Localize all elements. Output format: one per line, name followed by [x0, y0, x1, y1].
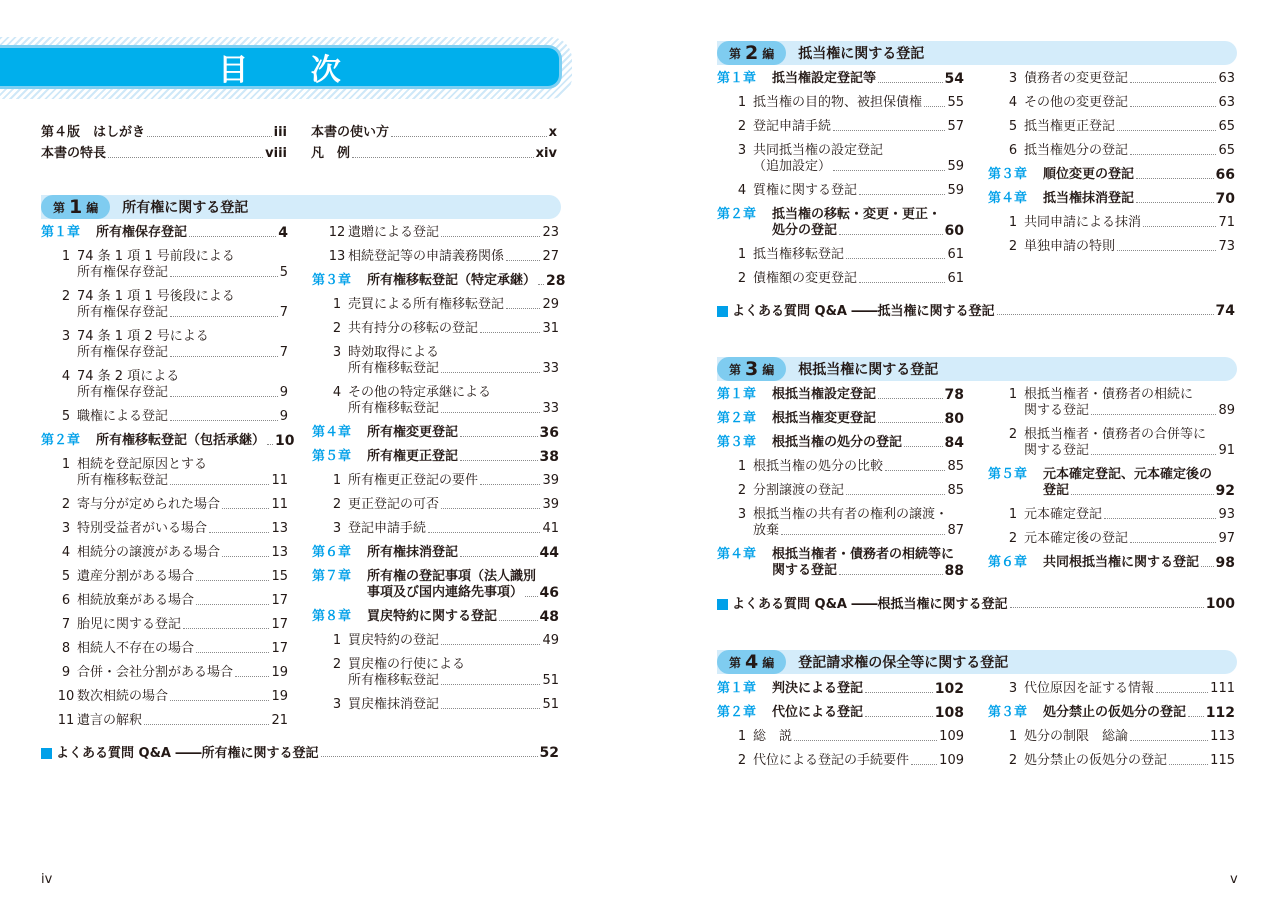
page-ref: 65: [1218, 119, 1235, 134]
toc-chapter-entry[interactable]: 第２章 根抵当権変更登記 80: [717, 411, 964, 427]
toc-item-entry[interactable]: 5 抵当権更正登記 65: [988, 119, 1235, 135]
chapter-number: 第６章: [312, 545, 352, 560]
item-number: 5: [1008, 119, 1018, 134]
page-ref: 11: [271, 497, 288, 512]
item-number: 3: [61, 521, 71, 536]
toc-item-entry[interactable]: 3 共同抵当権の設定登記 （追加設定） 59: [717, 143, 964, 175]
page-ref: 71: [1218, 215, 1235, 230]
page-ref: 27: [542, 249, 559, 264]
toc-item-entry[interactable]: 2 共有持分の移転の登記 31: [312, 321, 559, 337]
item-number: 3: [1008, 681, 1018, 696]
toc-item-entry[interactable]: 8 相続人不存在の場合 17: [41, 641, 288, 657]
toc-item-entry[interactable]: 12 遺贈による登記 23: [312, 225, 559, 241]
toc-item-entry[interactable]: 1 売買による所有権移転登記 29: [312, 297, 559, 313]
chapter-number: 第５章: [988, 467, 1028, 482]
item-number: 4: [332, 385, 342, 400]
toc-chapter-entry[interactable]: 第７章 所有権の登記事項（法人識別 事項及び国内連絡先事項） 46: [312, 569, 559, 601]
square-bullet-icon: [41, 748, 52, 759]
toc-item-entry[interactable]: 2 更正登記の可否 39: [312, 497, 559, 513]
chapter-number: 第１章: [717, 387, 757, 402]
toc-item-entry[interactable]: 3 登記申請手続 41: [312, 521, 559, 537]
page-ref: 11: [271, 473, 288, 488]
page-ref: 33: [542, 361, 559, 376]
item-number: 6: [61, 593, 71, 608]
item-number: 2: [737, 753, 747, 768]
chapter-number: 第２章: [717, 705, 757, 720]
part-4-column-2: [988, 681, 1235, 769]
item-number: 3: [61, 329, 71, 344]
square-bullet-icon: [717, 599, 728, 610]
chapter-number: 第１章: [41, 225, 81, 240]
item-number: 3: [332, 345, 342, 360]
toc-item-entry[interactable]: 2 74 条 1 項 1 号後段による 所有権保存登記 7: [41, 289, 288, 321]
page-ref: 51: [542, 697, 559, 712]
right-page: [637, 0, 1274, 905]
item-number: 1: [737, 729, 747, 744]
page-ref: 65: [1218, 143, 1235, 158]
toc-item-entry[interactable]: 2 買戻権の行使による 所有権移転登記 51: [312, 657, 559, 689]
item-number: 2: [737, 483, 747, 498]
chapter-number: 第４章: [988, 191, 1028, 206]
item-number: 2: [61, 497, 71, 512]
part-badge: 第 3 編: [717, 357, 786, 381]
chapter-number: 第４章: [312, 425, 352, 440]
item-number: 13: [328, 249, 346, 264]
toc-item-entry[interactable]: 2 単独申請の特則 73: [988, 239, 1235, 255]
toc-chapter-entry[interactable]: 第５章 元本確定登記、元本確定後の 登記 92: [988, 467, 1235, 499]
toc-item-entry[interactable]: 9 合併・会社分割がある場合 19: [41, 665, 288, 681]
item-number: 3: [1008, 71, 1018, 86]
page-ref: 19: [271, 689, 288, 704]
item-number: 3: [737, 507, 747, 522]
item-number: 5: [61, 569, 71, 584]
toc-chapter-entry[interactable]: 第３章 根抵当権の処分の登記 84: [717, 435, 964, 451]
page-ref: 91: [1218, 443, 1235, 458]
item-number: 1: [1008, 729, 1018, 744]
toc-item-entry[interactable]: 6 抵当権処分の登記 65: [988, 143, 1235, 159]
toc-item-entry[interactable]: 4 74 条 2 項による 所有権保存登記 9: [41, 369, 288, 401]
page-ref: 44: [539, 545, 559, 561]
toc-item-entry[interactable]: 1 元本確定登記 93: [988, 507, 1235, 523]
item-number: 1: [332, 473, 342, 488]
item-number: 1: [1008, 215, 1018, 230]
page-ref: 31: [542, 321, 559, 336]
toc-item-entry[interactable]: 10 数次相続の場合 19: [41, 689, 288, 705]
toc-item-entry[interactable]: 4 その他の変更登記 63: [988, 95, 1235, 111]
page-number-left: iv: [41, 872, 53, 887]
page-ref: 70: [1215, 191, 1235, 207]
item-number: 2: [1008, 753, 1018, 768]
page-ref: 88: [944, 563, 964, 579]
page-ref: 28: [546, 273, 566, 289]
page-ref: 112: [1205, 705, 1235, 721]
page-ref: 113: [1210, 729, 1235, 744]
toc-item-entry[interactable]: 4 その他の特定承継による 所有権移転登記 33: [312, 385, 559, 417]
chapter-number: 第１章: [717, 681, 757, 696]
page-ref: 61: [947, 247, 964, 262]
toc-item-entry[interactable]: 2 元本確定後の登記 97: [988, 531, 1235, 547]
part-header-1: 第 1 編 所有権に関する登記: [41, 195, 561, 219]
qa-entry-3[interactable]: よくある質問 Q&A ――根抵当権に関する登記 100: [717, 593, 1235, 612]
page-ref: 59: [947, 183, 964, 198]
toc-chapter-entry[interactable]: 第１章 根抵当権設定登記 78: [717, 387, 964, 403]
page-ref: 10: [275, 433, 295, 449]
item-number: 10: [57, 689, 75, 704]
toc-entry[interactable]: 第４版 はしがき iii: [41, 125, 287, 140]
page-ref: 13: [271, 545, 288, 560]
toc-chapter-entry[interactable]: 第３章 順位変更の登記 66: [988, 167, 1235, 183]
page-ref: 4: [278, 225, 288, 241]
toc-chapter-entry[interactable]: 第２章 抵当権の移転・変更・更正・ 処分の登記 60: [717, 207, 964, 239]
toc-item-entry[interactable]: 3 買戻権抹消登記 51: [312, 697, 559, 713]
item-number: 1: [737, 247, 747, 262]
page-ref: 89: [1218, 403, 1235, 418]
toc-item-entry[interactable]: 1 買戻特約の登記 49: [312, 633, 559, 649]
item-number: 5: [61, 409, 71, 424]
toc-chapter-entry[interactable]: 第１章 所有権保存登記 4: [41, 225, 288, 241]
chapter-number: 第４章: [717, 547, 757, 562]
item-number: 3: [332, 697, 342, 712]
toc-item-entry[interactable]: 2 債権額の変更登記 61: [717, 271, 964, 287]
toc-chapter-entry[interactable]: 第２章 代位による登記 108: [717, 705, 964, 721]
page-ref: 48: [539, 609, 559, 625]
page-ref: 109: [939, 729, 964, 744]
page-ref: 63: [1218, 71, 1235, 86]
toc-chapter-entry[interactable]: 第１章 判決による登記 102: [717, 681, 964, 697]
page-ref: 98: [1215, 555, 1235, 571]
page-number-right: v: [1230, 872, 1238, 887]
toc-chapter-entry[interactable]: 第８章 買戻特約に関する登記 48: [312, 609, 559, 625]
toc-item-entry[interactable]: 1 処分の制限 総論 113: [988, 729, 1235, 745]
toc-item-entry[interactable]: 7 胎児に関する登記 17: [41, 617, 288, 633]
page-ref: 54: [944, 71, 964, 87]
page-ref: 39: [542, 473, 559, 488]
page-ref: 51: [542, 673, 559, 688]
part-badge: 第 1 編: [41, 195, 110, 219]
item-number: 2: [737, 271, 747, 286]
page-ref: 57: [947, 119, 964, 134]
toc-item-entry[interactable]: 5 遺産分割がある場合 15: [41, 569, 288, 585]
toc-item-entry[interactable]: 1 74 条 1 項 1 号前段による 所有権保存登記 5: [41, 249, 288, 281]
part-badge: 第 2 編: [717, 41, 786, 65]
part-header-3: 第 3 編 根抵当権に関する登記: [717, 357, 1237, 381]
page-ref: 49: [542, 633, 559, 648]
page-ref: 39: [542, 497, 559, 512]
page-ref: 17: [271, 617, 288, 632]
chapter-number: 第２章: [717, 411, 757, 426]
toc-entry[interactable]: 凡 例 xiv: [311, 146, 557, 161]
chapter-number: 第２章: [717, 207, 757, 222]
toc-item-entry[interactable]: 1 根抵当権者・債務者の相続に 関する登記 89: [988, 387, 1235, 419]
toc-title: 目 次: [218, 53, 367, 88]
item-number: 2: [332, 497, 342, 512]
item-number: 1: [737, 459, 747, 474]
toc-item-entry[interactable]: 1 抵当権の目的物、被担保債権 55: [717, 95, 964, 111]
part-2-column-2: [988, 71, 1235, 255]
page-ref: 41: [542, 521, 559, 536]
toc-item-entry[interactable]: 1 抵当権移転登記 61: [717, 247, 964, 263]
page-ref: 108: [934, 705, 964, 721]
toc-item-entry[interactable]: 2 処分禁止の仮処分の登記 115: [988, 753, 1235, 769]
toc-title-banner: [0, 37, 572, 99]
item-number: 1: [61, 249, 71, 264]
page-ref: 13: [271, 521, 288, 536]
toc-item-entry[interactable]: 3 74 条 1 項 2 号による 所有権保存登記 7: [41, 329, 288, 361]
toc-item-entry[interactable]: 2 代位による登記の手続要件 109: [717, 753, 964, 769]
toc-chapter-entry[interactable]: 第４章 所有権変更登記 36: [312, 425, 559, 441]
toc-item-entry[interactable]: 2 登記申請手続 57: [717, 119, 964, 135]
page-ref: 7: [279, 305, 288, 320]
toc-item-entry[interactable]: 1 相続を登記原因とする 所有権移転登記 11: [41, 457, 288, 489]
page-ref: 17: [271, 593, 288, 608]
page-ref: 21: [271, 713, 288, 728]
toc-item-entry[interactable]: 3 根抵当権の共有者の権利の譲渡・ 放棄 87: [717, 507, 964, 539]
item-number: 2: [1008, 427, 1018, 442]
toc-chapter-entry[interactable]: 第３章 所有権移転登記（特定承継） 28: [312, 273, 566, 289]
toc-item-entry[interactable]: 11 遺言の解釈 21: [41, 713, 288, 729]
toc-chapter-entry[interactable]: 第６章 所有権抹消登記 44: [312, 545, 559, 561]
item-number: 2: [1008, 239, 1018, 254]
part-1-column-1: [41, 225, 295, 729]
item-number: 1: [1008, 387, 1018, 402]
page-ref: 59: [947, 159, 964, 174]
chapter-number: 第１章: [717, 71, 757, 86]
page-ref: 19: [271, 665, 288, 680]
item-number: 9: [61, 665, 71, 680]
qa-entry-1[interactable]: よくある質問 Q&A ――所有権に関する登記 52: [41, 742, 559, 761]
part-4-column-1: [717, 681, 964, 769]
item-number: 7: [61, 617, 71, 632]
page-ref: 87: [947, 523, 964, 538]
page-ref: 15: [271, 569, 288, 584]
chapter-number: 第５章: [312, 449, 352, 464]
page-ref: 36: [539, 425, 559, 441]
page-ref: 29: [542, 297, 559, 312]
page-ref: 9: [279, 385, 288, 400]
item-number: 2: [61, 289, 71, 304]
page-ref: 80: [944, 411, 964, 427]
toc-item-entry[interactable]: 3 債務者の変更登記 63: [988, 71, 1235, 87]
item-number: 2: [737, 119, 747, 134]
chapter-number: 第２章: [41, 433, 81, 448]
chapter-number: 第３章: [988, 705, 1028, 720]
page-ref: 109: [939, 753, 964, 768]
front-matter: [41, 125, 557, 162]
toc-item-entry[interactable]: 1 根抵当権の処分の比較 85: [717, 459, 964, 475]
toc-chapter-entry[interactable]: 第３章 処分禁止の仮処分の登記 112: [988, 705, 1235, 721]
toc-item-entry[interactable]: 2 根抵当権者・債務者の合併等に 関する登記 91: [988, 427, 1235, 459]
toc-entry[interactable]: 本書の使い方 x: [311, 125, 557, 140]
item-number: 3: [332, 521, 342, 536]
page-ref: 5: [279, 265, 288, 280]
toc-chapter-entry[interactable]: 第２章 所有権移転登記（包括承継） 10: [41, 433, 295, 449]
chapter-number: 第３章: [717, 435, 757, 450]
toc-item-entry[interactable]: 3 代位原因を証する情報 111: [988, 681, 1235, 697]
chapter-number: 第３章: [312, 273, 352, 288]
toc-item-entry[interactable]: 3 時効取得による 所有権移転登記 33: [312, 345, 559, 377]
toc-item-entry[interactable]: 1 総 説 109: [717, 729, 964, 745]
part-1-column-2: [312, 225, 566, 713]
page-ref: 97: [1218, 531, 1235, 546]
toc-chapter-entry[interactable]: 第５章 所有権更正登記 38: [312, 449, 559, 465]
toc-chapter-entry[interactable]: 第４章 根抵当権者・債務者の相続等に 関する登記 88: [717, 547, 964, 579]
chapter-number: 第７章: [312, 569, 352, 584]
page-ref: 102: [934, 681, 964, 697]
item-number: 1: [1008, 507, 1018, 522]
item-number: 2: [332, 321, 342, 336]
page-ref: 78: [944, 387, 964, 403]
toc-chapter-entry[interactable]: 第１章 抵当権設定登記等 54: [717, 71, 964, 87]
toc-item-entry[interactable]: 5 職権による登記 9: [41, 409, 288, 425]
item-number: 8: [61, 641, 71, 656]
item-number: 12: [328, 225, 346, 240]
toc-item-entry[interactable]: 13 相続登記等の申請義務関係 27: [312, 249, 559, 265]
item-number: 2: [332, 657, 342, 672]
toc-item-entry[interactable]: 2 寄与分が定められた場合 11: [41, 497, 288, 513]
item-number: 1: [61, 457, 71, 472]
page-ref: 61: [947, 271, 964, 286]
part-header-2: 第 2 編 抵当権に関する登記: [717, 41, 1237, 65]
toc-entry[interactable]: 本書の特長 viii: [41, 146, 287, 161]
page-ref: 63: [1218, 95, 1235, 110]
chapter-number: 第３章: [988, 167, 1028, 182]
page-ref: 85: [947, 459, 964, 474]
page-ref: 23: [542, 225, 559, 240]
part-3-column-2: [988, 387, 1235, 571]
item-number: 4: [61, 369, 71, 384]
page-ref: 46: [539, 585, 559, 601]
page-ref: 38: [539, 449, 559, 465]
part-3-column-1: [717, 387, 964, 579]
page-ref: 73: [1218, 239, 1235, 254]
page-ref: 33: [542, 401, 559, 416]
page-ref: 9: [279, 409, 288, 424]
chapter-number: 第６章: [988, 555, 1028, 570]
toc-item-entry[interactable]: 1 共同申請による抹消 71: [988, 215, 1235, 231]
toc-item-entry[interactable]: 1 所有権更正登記の要件 39: [312, 473, 559, 489]
page-ref: 111: [1210, 681, 1235, 696]
part-header-4: 第 4 編 登記請求権の保全等に関する登記: [717, 650, 1237, 674]
item-number: 1: [332, 297, 342, 312]
toc-item-entry[interactable]: 4 相続分の譲渡がある場合 13: [41, 545, 288, 561]
page-ref: 17: [271, 641, 288, 656]
item-number: 11: [57, 713, 75, 728]
page-ref: 115: [1210, 753, 1235, 768]
toc-chapter-entry[interactable]: 第４章 抵当権抹消登記 70: [988, 191, 1235, 207]
toc-chapter-entry[interactable]: 第６章 共同根抵当権に関する登記 98: [988, 555, 1235, 571]
part-2-column-1: [717, 71, 964, 287]
qa-entry-2[interactable]: よくある質問 Q&A ――抵当権に関する登記 74: [717, 300, 1235, 319]
item-number: 2: [1008, 531, 1018, 546]
item-number: 3: [737, 143, 747, 158]
item-number: 6: [1008, 143, 1018, 158]
page-ref: 85: [947, 483, 964, 498]
page-ref: 92: [1215, 483, 1235, 499]
part-badge: 第 4 編: [717, 650, 786, 674]
item-number: 4: [737, 183, 747, 198]
toc-item-entry[interactable]: 6 相続放棄がある場合 17: [41, 593, 288, 609]
page-ref: 55: [947, 95, 964, 110]
toc-item-entry[interactable]: 2 分割譲渡の登記 85: [717, 483, 964, 499]
item-number: 1: [737, 95, 747, 110]
page-ref: 66: [1215, 167, 1235, 183]
item-number: 4: [61, 545, 71, 560]
page-ref: 84: [944, 435, 964, 451]
page-ref: 93: [1218, 507, 1235, 522]
page-ref: 60: [944, 223, 964, 239]
toc-item-entry[interactable]: 4 質権に関する登記 59: [717, 183, 964, 199]
item-number: 4: [1008, 95, 1018, 110]
square-bullet-icon: [717, 306, 728, 317]
item-number: 1: [332, 633, 342, 648]
toc-item-entry[interactable]: 3 特別受益者がいる場合 13: [41, 521, 288, 537]
page-ref: 7: [279, 345, 288, 360]
chapter-number: 第８章: [312, 609, 352, 624]
